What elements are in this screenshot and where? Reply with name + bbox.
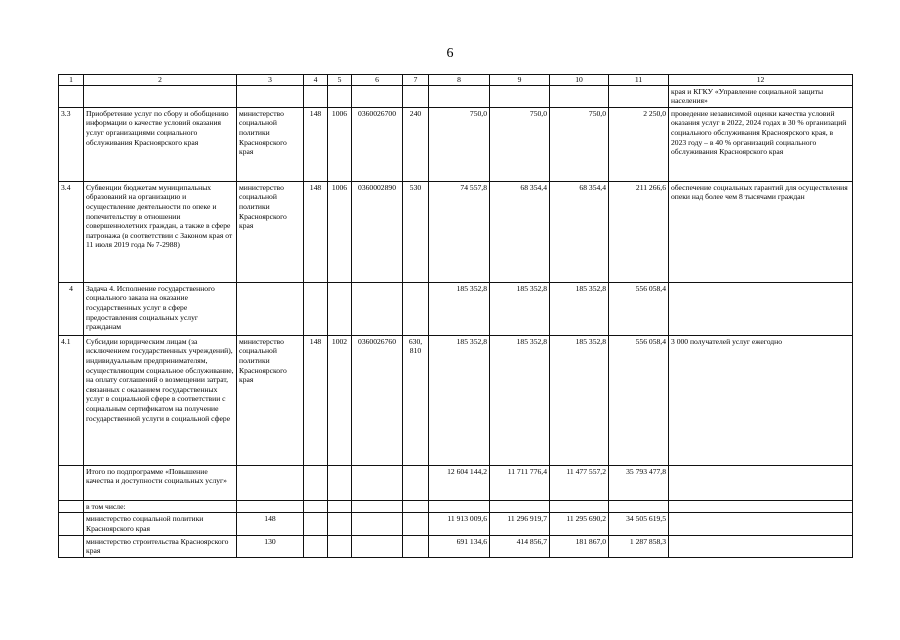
summary-total: 35 793 477,8: [609, 465, 669, 500]
column-number-row: [59, 75, 853, 86]
column-number: 9: [490, 75, 550, 86]
executor: министерство социальной политики Красноярского края: [237, 335, 304, 465]
summary-year2: 11 711 776,4: [490, 465, 550, 500]
breakdown-row: [59, 535, 853, 557]
column-number: 4: [304, 75, 328, 86]
grbs-code: 148: [304, 335, 328, 465]
rzpr-code: 1002: [328, 335, 352, 465]
year1-amount: 185 352,8: [429, 282, 490, 335]
program-activities-table: [58, 74, 853, 558]
continuation-row: [59, 85, 853, 107]
breakdown-row: [59, 513, 853, 535]
column-number: 1: [59, 75, 84, 86]
column-number: 12: [669, 75, 853, 86]
breakdown-grbs: 148: [237, 513, 304, 535]
rzpr-code: 1006: [328, 107, 352, 181]
year3-amount: 750,0: [550, 107, 609, 181]
breakdown-label: министерство социальной политики Красноярского края: [84, 513, 237, 535]
activity-name: Субсидии юридическим лицам (за исключением государственных учреждений), индивидуальным предпринимателям, осуществляющим социальное обслуживание, на оплату соглашений о возмещении затрат, связанных с оказанием государственных услуг в социальной сфере в соответствии с социальным сертификатом на получение государственной услуги в социальной сфере: [84, 335, 237, 465]
column-number: 3: [237, 75, 304, 86]
column-number: 10: [550, 75, 609, 86]
csr-code: 0360002890: [352, 181, 403, 282]
year2-amount: 185 352,8: [490, 282, 550, 335]
summary-row: [59, 465, 853, 500]
row-number: 3.3: [59, 107, 84, 181]
breakdown-label: министерство строительства Красноярского края: [84, 535, 237, 557]
grbs-code: 148: [304, 181, 328, 282]
year3-amount: 185 352,8: [550, 282, 609, 335]
year2-amount: 750,0: [490, 107, 550, 181]
year2-amount: 68 354,4: [490, 181, 550, 282]
year3-amount: 68 354,4: [550, 181, 609, 282]
table-row: [59, 335, 853, 465]
including-label: в том числе:: [84, 500, 237, 513]
year1-amount: 750,0: [429, 107, 490, 181]
row-number: 4: [59, 282, 84, 335]
breakdown-year3: 181 867,0: [550, 535, 609, 557]
column-number: 8: [429, 75, 490, 86]
year1-amount: 185 352,8: [429, 335, 490, 465]
vr-code: 240: [403, 107, 429, 181]
column-number: 11: [609, 75, 669, 86]
activity-name: Субвенции бюджетам муниципальных образований на организацию и осуществление деятельности по опеке и попечительству в отношении совершеннолетних граждан, а также в сфере патронажа (в соответствии с Законом края от 11 июля 2019 года № 7-2988): [84, 181, 237, 282]
breakdown-year3: 11 295 690,2: [550, 513, 609, 535]
activity-name: Задача 4. Исполнение государственного социального заказа на оказание государственных услуг в сфере предоставления социальных услуг гражданам: [84, 282, 237, 335]
breakdown-year2: 11 296 919,7: [490, 513, 550, 535]
grbs-code: 148: [304, 107, 328, 181]
breakdown-year1: 691 134,6: [429, 535, 490, 557]
activity-name: Приобретение услуг по сбору и обобщению информации о качестве условий оказания услуг организациями социального обслуживания Красноярского края: [84, 107, 237, 181]
column-number: 6: [352, 75, 403, 86]
vr-code: 630, 810: [403, 335, 429, 465]
page-number: 6: [446, 46, 454, 61]
result-cell: края и КГКУ «Управление социальной защиты населения»: [669, 85, 853, 107]
breakdown-grbs: 130: [237, 535, 304, 557]
executor: министерство социальной политики Красноярского края: [237, 107, 304, 181]
breakdown-total: 34 505 619,5: [609, 513, 669, 535]
csr-code: 0360026700: [352, 107, 403, 181]
summary-label: Итого по подпрограмме «Повышение качества и доступности социальных услуг»: [84, 465, 237, 500]
table-row: [59, 107, 853, 181]
year1-amount: 74 557,8: [429, 181, 490, 282]
breakdown-year2: 414 856,7: [490, 535, 550, 557]
year2-amount: 185 352,8: [490, 335, 550, 465]
total-amount: 556 058,4: [609, 335, 669, 465]
rzpr-code: 1006: [328, 181, 352, 282]
row-number: 4.1: [59, 335, 84, 465]
summary-year1: 12 604 144,2: [429, 465, 490, 500]
year3-amount: 185 352,8: [550, 335, 609, 465]
column-number: 7: [403, 75, 429, 86]
expected-result: 3 000 получателей услуг ежегодно: [669, 335, 853, 465]
summary-year3: 11 477 557,2: [550, 465, 609, 500]
csr-code: 0360026760: [352, 335, 403, 465]
expected-result: обеспечение социальных гарантий для осуществления опеки над более чем 8 тысячами граждан: [669, 181, 853, 282]
executor: министерство социальной политики Красноярского края: [237, 181, 304, 282]
including-row: [59, 500, 853, 513]
total-amount: 2 250,0: [609, 107, 669, 181]
program-table-container: [58, 74, 852, 558]
breakdown-year1: 11 913 009,6: [429, 513, 490, 535]
row-number: 3.4: [59, 181, 84, 282]
expected-result: проведение независимой оценки качества условий оказания услуг в 2022, 2024 годах в 30 % организаций социального обслуживания Красноярского края, в 2023 году – в 40 % организаций социального обслуживания Красноярского края: [669, 107, 853, 181]
total-amount: 556 058,4: [609, 282, 669, 335]
table-row: [59, 181, 853, 282]
vr-code: 530: [403, 181, 429, 282]
breakdown-total: 1 287 858,3: [609, 535, 669, 557]
task-row: [59, 282, 853, 335]
total-amount: 211 266,6: [609, 181, 669, 282]
column-number: 5: [328, 75, 352, 86]
column-number: 2: [84, 75, 237, 86]
